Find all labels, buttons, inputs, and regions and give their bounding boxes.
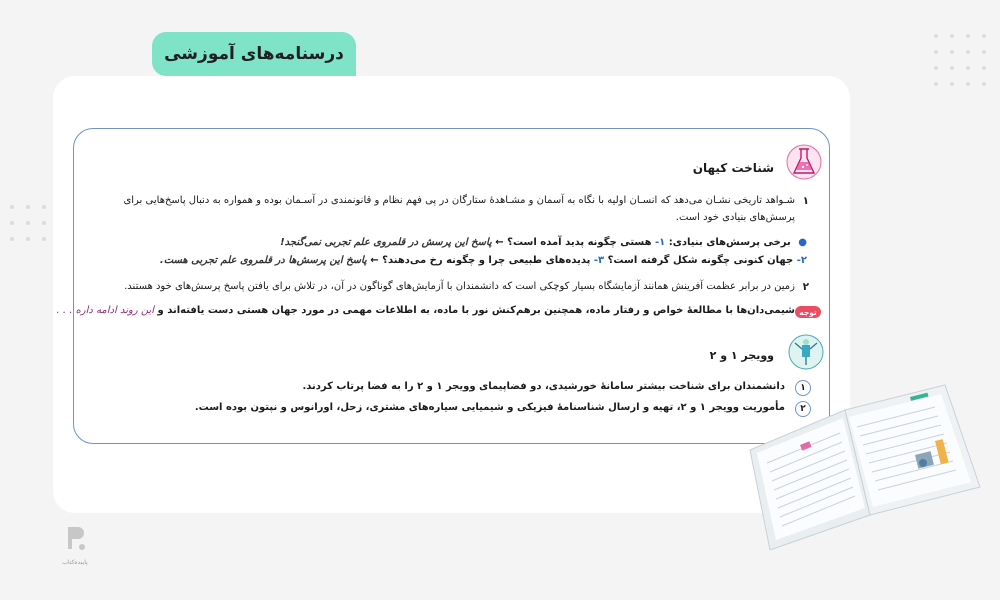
decorative-dots	[934, 34, 986, 86]
open-book-image	[745, 375, 985, 550]
paragraph-line: دانشمندان برای شناخت بیشتر سامانهٔ خورشیدی، دو فضاپیمای وویجر ۱ و ۲ را به فضا پرتاب کردند.	[302, 381, 785, 392]
brand-logo	[55, 523, 95, 573]
section-pill-label: درسنامه‌های آموزشی	[152, 32, 356, 76]
question-text: هستی چگونه پدید آمده است؟	[507, 237, 652, 248]
answer-text: پاسخ این پرسش‌ها در قلمروی علم تجربی هست.	[159, 255, 367, 266]
questions-line	[88, 253, 807, 268]
question-number: ۱-	[655, 237, 666, 248]
note-text: شیمی‌دان‌ها با مطالعهٔ خواص و رفتار ماده، همچنین برهم‌کنش نور با ماده، به اطلاعات مهمی در مورد جهان هستی دست یافته‌اند و	[157, 305, 795, 316]
bullet-icon: ●	[798, 237, 807, 248]
item-number-badge: ۱	[795, 380, 811, 396]
note-badge: توجه	[795, 306, 821, 318]
question-number: ۳-	[593, 255, 605, 266]
bullet-label: برخی پرسش‌های بنیادی:	[668, 237, 791, 248]
question-text: پدیده‌های طبیعی چرا و چگونه رخ می‌دهند؟	[382, 255, 591, 266]
paragraph-line: زمین در برابر عظمت آفرینش همانند آزمایشگاه بسیار کوچکی است که دانشمندان با آزمایش‌های گوناگون در آن، در تلاش برای یافتن پاسخ پرسش‌های خود هستند.	[124, 281, 795, 292]
flask-icon	[785, 143, 823, 181]
lesson-page	[56, 128, 830, 444]
note-line	[56, 303, 795, 318]
logo-text: پاینده‌کتاب	[62, 559, 88, 566]
paragraph-line: پرسش‌های بنیادی خود است.	[675, 212, 795, 223]
question-text: جهان کنونی چگونه شکل گرفته است؟	[607, 255, 794, 266]
answer-text: پاسخ این پرسش در قلمروی علم تجربی نمی‌گنجد!	[280, 237, 492, 248]
bullet-line	[88, 235, 807, 250]
question-number: ۲-	[796, 255, 807, 266]
arrow-icon: ←	[370, 255, 379, 266]
spacecraft-icon	[787, 333, 825, 371]
item-number: ۱	[802, 195, 809, 207]
logo-icon	[62, 523, 88, 553]
section-title: وویجر ۱ و ۲	[709, 349, 774, 362]
arrow-icon: ←	[495, 237, 504, 248]
section-title: شناخت کیهان	[692, 161, 774, 175]
paragraph-line: شـواهد تاریخی نشـان می‌دهد که انسـان اولیه با نگاه به آسمان و مشـاهدهٔ ستارگان در پی فهم نظام و قانونمندی در آسـمان بوده و همواره به دنبال پاسخ‌هایی برای	[123, 195, 795, 206]
item-number-badge: ۲	[795, 401, 811, 417]
item-number: ۲	[802, 281, 809, 293]
note-tail: این روند ادامه داره . . .	[56, 305, 155, 316]
paragraph-line: مأموریت وویجر ۱ و ۲، تهیه و ارسال شناسنامهٔ فیزیکی و شیمیایی سیاره‌های مشتری، زحل، اورانوس و نپتون بوده است.	[194, 402, 785, 413]
